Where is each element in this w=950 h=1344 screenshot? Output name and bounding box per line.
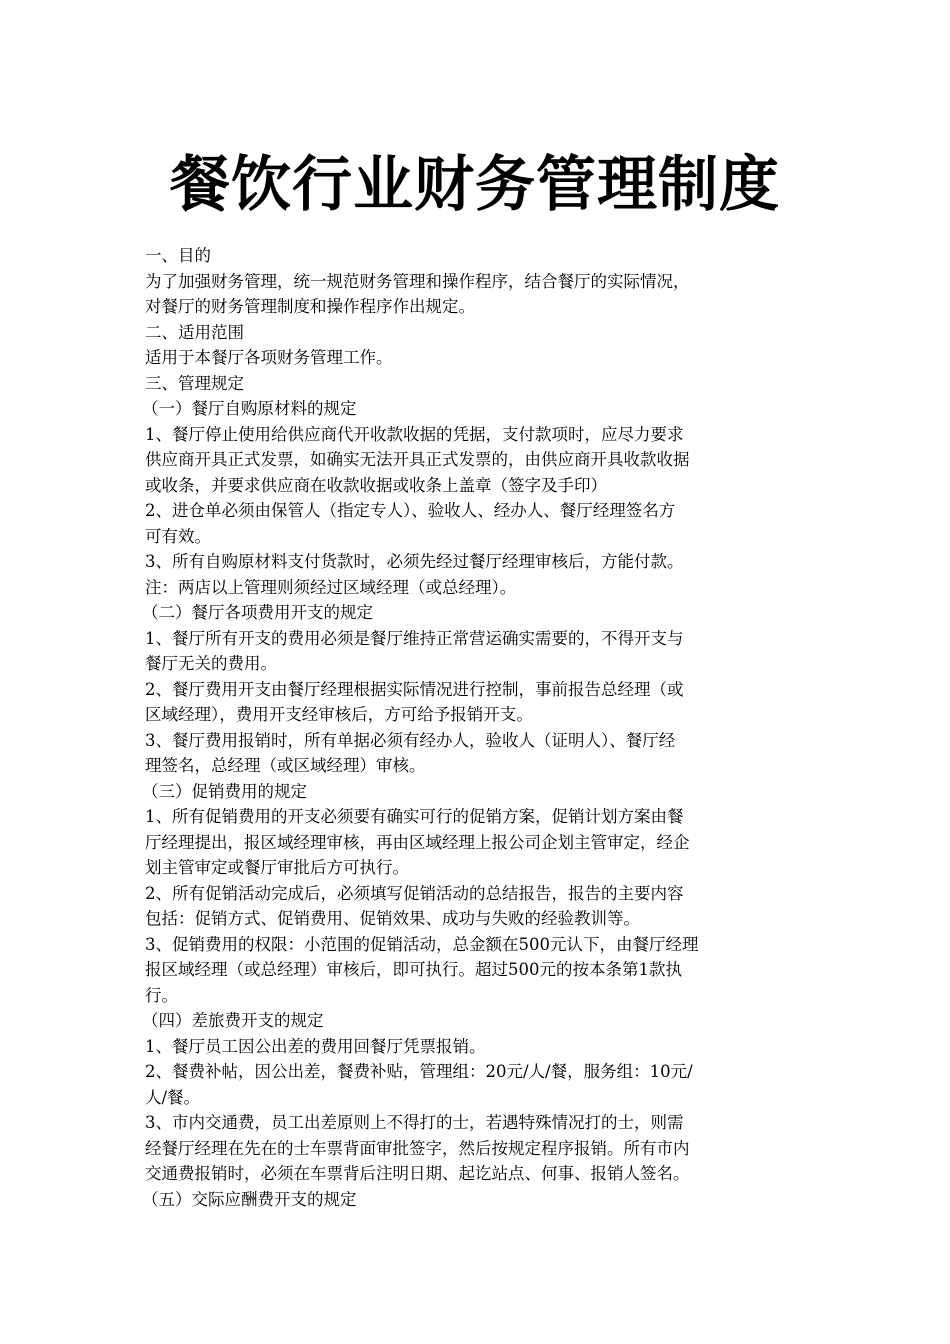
- text-line: 三、管理规定: [145, 373, 244, 393]
- text-line: 包括：促销方式、促销费用、促销效果、成功与失败的经验教训等。: [145, 909, 640, 928]
- text-line: 适用于本餐厅各项财务管理工作。: [145, 348, 393, 367]
- text-line: 餐厅无关的费用。: [145, 654, 277, 673]
- text-line: 2、进仓单必须由保管人（指定专人）、验收人、经办人、餐厅经理签名方: [145, 501, 676, 520]
- text-line: 注：两店以上管理则须经过区域经理（或总经理）。: [145, 577, 517, 597]
- text-line: 为了加强财务管理，统一规范财务管理和操作程序，结合餐厅的实际情况，: [145, 271, 690, 291]
- text-line: 或收条，并要求供应商在收款收据或收条上盖章（签字及手印）: [145, 475, 607, 495]
- text-line: 3、促销费用的权限：小范围的促销活动，总金额在500元认下，由餐厅经理: [145, 934, 699, 954]
- text-line: 3、所有自购原材料支付货款时，必须先经过餐厅经理审核后，方能付款。: [145, 552, 684, 571]
- text-line: 划主管审定或餐厅审批后方可执行。: [145, 858, 409, 877]
- text-line: 二、适用范围: [145, 322, 244, 342]
- text-line: 理签名，总经理（或区域经理）审核。: [145, 756, 426, 775]
- text-line: 行。: [145, 985, 178, 1005]
- text-line: 交通费报销时，必须在车票背后注明日期、起讫站点、何事、报销人签名。: [145, 1164, 690, 1183]
- text-line: 人/餐。: [145, 1087, 201, 1107]
- text-line: 1、所有促销费用的开支必须要有确实可行的促销方案，促销计划方案由餐: [145, 807, 684, 826]
- text-line: 1、餐厅停止使用给供应商代开收款收据的凭据，支付款项时，应尽力要求: [145, 424, 684, 444]
- section-heading: （一）餐厅自购原材料的规定: [142, 399, 357, 418]
- document-body: [142, 243, 790, 1212]
- text-line: 3、餐厅费用报销时，所有单据必须有经办人，验收人（证明人）、餐厅经: [145, 730, 676, 750]
- text-line: 厅经理提出，报区域经理审核，再由区域经理上报公司企划主管审定，经企: [145, 832, 690, 852]
- text-line: 1、餐厅所有开支的费用必须是餐厅维持正常营运确实需要的，不得开支与: [145, 628, 684, 648]
- text-line: 2、餐厅费用开支由餐厅经理根据实际情况进行控制，事前报告总经理（或: [145, 679, 684, 699]
- text-line: 2、餐费补帖，因公出差，餐费补贴，管理组：20元/人/餐，服务组：10元/: [145, 1062, 693, 1081]
- text-line: 1、餐厅员工因公出差的费用回餐厅凭票报销。: [145, 1036, 486, 1056]
- text-line: 3、市内交通费，员工出差原则上不得打的士，若遇特殊情况打的士，则需: [145, 1113, 684, 1132]
- section-heading: （五）交际应酬费开支的规定: [142, 1189, 357, 1209]
- text-line: 一、目的: [145, 246, 211, 265]
- text-line: 可有效。: [145, 526, 211, 546]
- section-heading: （四）差旅费开支的规定: [142, 1011, 324, 1030]
- document-title: 餐饮行业财务管理制度: [170, 150, 780, 220]
- text-line: 报区域经理（或总经理）审核后，即可执行。超过500元的按本条第1款执: [145, 960, 682, 979]
- section-heading: （三）促销费用的规定: [142, 781, 307, 801]
- section-heading: （二）餐厅各项费用开支的规定: [142, 603, 373, 622]
- text-line: 对餐厅的财务管理制度和操作程序作出规定。: [145, 297, 475, 316]
- text-line: 区域经理），费用开支经审核后，方可给予报销开支。: [145, 705, 533, 724]
- text-line: 供应商开具正式发票，如确实无法开具正式发票的，由供应商开具收款收据: [145, 450, 690, 469]
- text-line: 经餐厅经理在先在的士车票背面审批签字，然后按规定程序报销。所有市内: [145, 1138, 690, 1158]
- text-line: 2、所有促销活动完成后，必须填写促销活动的总结报告，报告的主要内容: [145, 883, 684, 903]
